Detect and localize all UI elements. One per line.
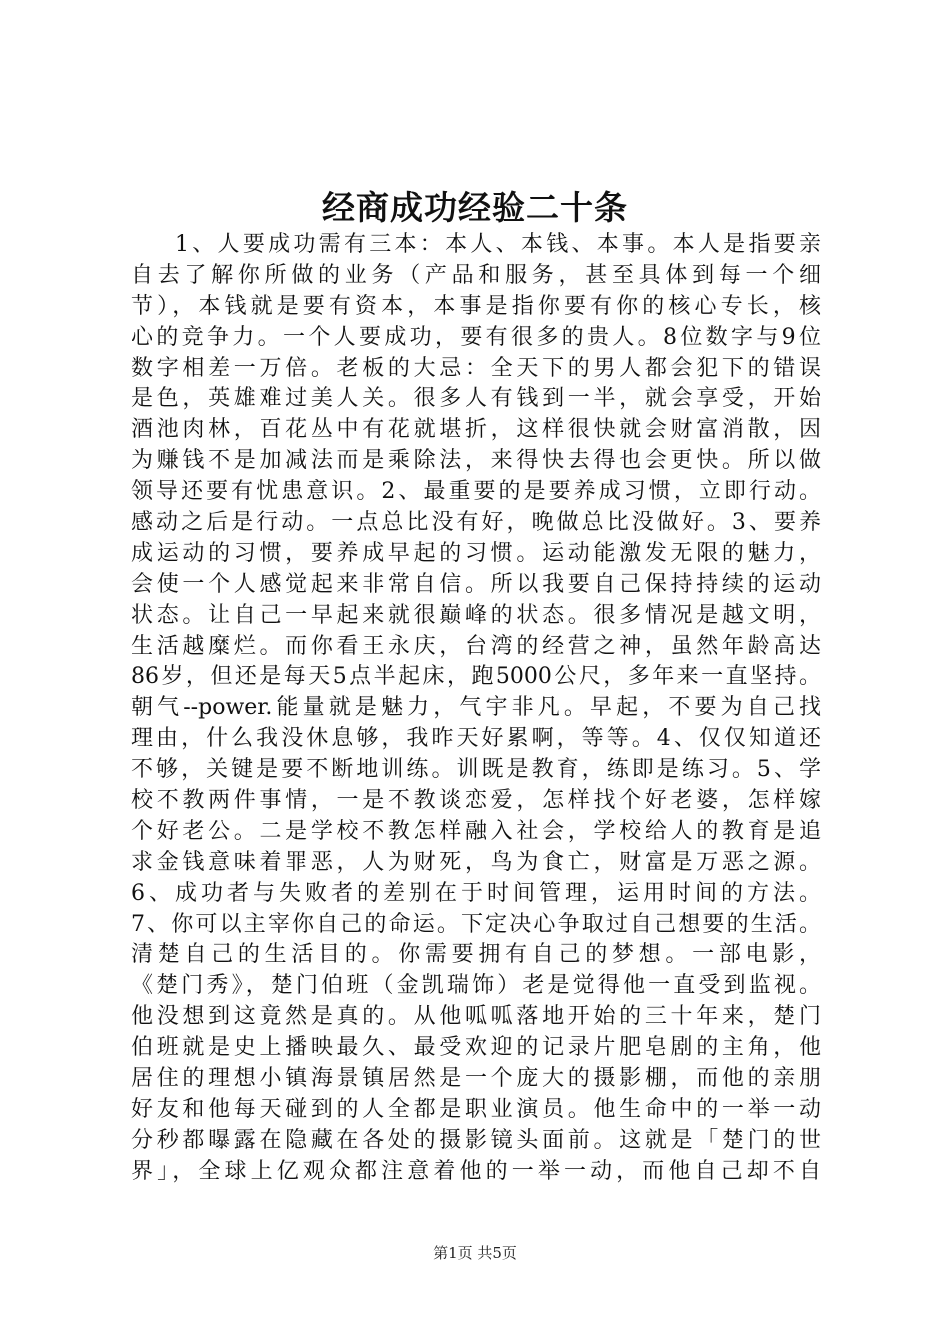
text-line: 数字相差一万倍。老板的大忌：全天下的男人都会犯下的错误	[131, 355, 821, 381]
text-line: 生活越糜烂。而你看王永庆，台湾的经营之神，虽然年龄高达	[131, 633, 821, 659]
text-line: 朝气--power.能量就是魅力，气宇非凡。早起，不要为自己找	[131, 695, 821, 721]
text-line: 自去了解你所做的业务（产品和服务，甚至具体到每一个细	[131, 262, 821, 288]
text-line: 为赚钱不是加减法而是乘除法，来得快去得也会更快。所以做	[131, 448, 821, 474]
text-line: 心的竞争力。一个人要成功，要有很多的贵人。8位数字与9位	[131, 324, 821, 350]
text-line: 节），本钱就是要有资本，本事是指你要有你的核心专长，核	[131, 293, 821, 319]
text-line: 界」，全球上亿观众都注意着他的一举一动，而他自己却不自	[131, 1158, 821, 1184]
text-line: 理由，什么我没休息够，我昨天好累啊，等等。4、仅仅知道还	[131, 726, 821, 752]
page-footer: 第1页 共5页	[433, 1244, 517, 1262]
text-line: 求金钱意味着罪恶，人为财死，鸟为食亡，财富是万恶之源。	[131, 849, 821, 875]
text-line: 领导还要有忧患意识。2、最重要的是要养成习惯，立即行动。	[131, 479, 821, 505]
text-line: 好友和他每天碰到的人全都是职业演员。他生命中的一举一动	[131, 1096, 821, 1122]
text-line: 1、人要成功需有三本：本人、本钱、本事。本人是指要亲	[175, 232, 821, 257]
text-line: 校不教两件事情，一是不教谈恋爱，怎样找个好老婆，怎样嫁	[131, 788, 821, 814]
text-line: 《楚门秀》，楚门伯班（金凯瑞饰）老是觉得他一直受到监视。	[131, 973, 821, 999]
text-line: 个好老公。二是学校不教怎样融入社会，学校给人的教育是追	[131, 818, 821, 844]
text-line: 清楚自己的生活目的。你需要拥有自己的梦想。一部电影，	[131, 942, 821, 968]
text-line: 7、你可以主宰你自己的命运。下定决心争取过自己想要的生活。	[131, 911, 821, 937]
text-line: 分秒都曝露在隐藏在各处的摄影镜头面前。这就是「楚门的世	[131, 1127, 821, 1153]
text-line: 会使一个人感觉起来非常自信。所以我要自己保持持续的运动	[131, 571, 821, 597]
text-line: 状态。让自己一早起来就很巅峰的状态。很多情况是越文明，	[131, 602, 821, 628]
document-title: 经商成功经验二十条	[322, 188, 628, 227]
text-line: 感动之后是行动。一点总比没有好，晚做总比没做好。3、要养	[131, 510, 821, 536]
text-line: 86岁，但还是每天5点半起床，跑5000公尺，多年来一直坚持。	[131, 664, 821, 690]
text-line: 不够，关键是要不断地训练。训既是教育，练即是练习。5、学	[131, 757, 821, 783]
body-text	[131, 230, 821, 1188]
text-line: 他没想到这竟然是真的。从他呱呱落地开始的三十年来，楚门	[131, 1004, 821, 1030]
text-line: 伯班就是史上播映最久、最受欢迎的记录片肥皂剧的主角，他	[131, 1035, 821, 1061]
text-line: 是色，英雄难过美人关。很多人有钱到一半，就会享受，开始	[131, 386, 821, 412]
text-line: 成运动的习惯，要养成早起的习惯。运动能激发无限的魅力，	[131, 540, 821, 566]
text-line: 6、成功者与失败者的差别在于时间管理，运用时间的方法。	[131, 880, 821, 906]
text-line: 居住的理想小镇海景镇居然是一个庞大的摄影棚，而他的亲朋	[131, 1066, 821, 1092]
text-line: 酒池肉林，百花丛中有花就堪折，这样很快就会财富消散，因	[131, 417, 821, 443]
